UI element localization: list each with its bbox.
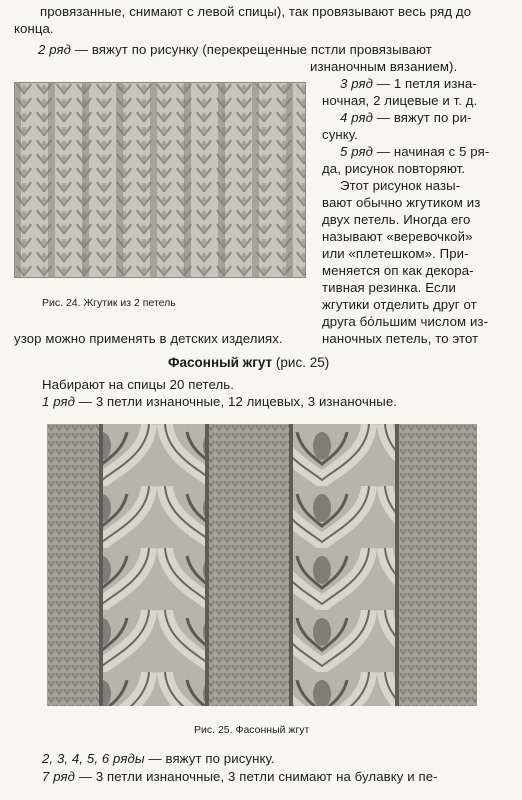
text-line bbox=[340, 144, 489, 160]
row-text: — 1 петля изна- bbox=[373, 76, 477, 91]
row-text: — 3 петли изнаночные, 3 петли снимают на булавку и пе- bbox=[75, 769, 438, 784]
row-text: — начиная с 5 ря- bbox=[373, 144, 490, 159]
section-heading-ref: (рис. 25) bbox=[272, 355, 330, 370]
text-line bbox=[38, 42, 432, 58]
text-line: двух петель. Иногда его bbox=[322, 212, 471, 227]
text-line: узор можно применять в детских изделиях. bbox=[14, 331, 283, 346]
text-line: Набирают на спицы 20 петель. bbox=[42, 377, 235, 392]
text-line: наночных петель, то этот bbox=[322, 331, 479, 346]
text-line: конца. bbox=[14, 21, 54, 36]
text-line: Этот рисунок назы- bbox=[340, 178, 461, 193]
text-line bbox=[42, 769, 438, 785]
text-line: ночная, 2 лицевые и т. д. bbox=[322, 93, 478, 108]
text-line bbox=[340, 76, 477, 92]
row-label: 2 ряд bbox=[38, 42, 72, 57]
text-line bbox=[42, 751, 275, 767]
row-label: 2, 3, 4, 5, 6 ряды bbox=[42, 751, 145, 766]
figure-25-caption: Рис. 25. Фасонный жгут bbox=[194, 724, 310, 736]
text-line: да, рисунок повторяют. bbox=[322, 161, 466, 176]
text-line: или «плетешком». При- bbox=[322, 246, 469, 261]
row-text: — вяжут по ри- bbox=[373, 110, 472, 125]
text-line: провязанные, снимают с левой спицы), так провязывают весь ряд до bbox=[40, 4, 472, 19]
row-label: 7 ряд bbox=[42, 769, 76, 784]
row-text: — вяжут по рисунку (перекрещенные пстли провязывают bbox=[71, 42, 432, 57]
row-label: 5 ряд bbox=[340, 144, 374, 159]
text-line: сунку. bbox=[322, 127, 358, 142]
row-label: 1 ряд bbox=[42, 394, 76, 409]
text-line: тивная резинка. Если bbox=[322, 280, 456, 295]
row-label: 4 ряд bbox=[340, 110, 374, 125]
row-label: 3 ряд bbox=[340, 76, 374, 91]
text-line: меняется оп как декора- bbox=[322, 263, 474, 278]
figure-25-photo bbox=[47, 424, 477, 706]
figure-24-caption: Рис. 24. Жгутик из 2 петель bbox=[42, 297, 176, 309]
row-text: — вяжут по рисунку. bbox=[144, 751, 275, 766]
text-line: изнаночным вязанием). bbox=[310, 59, 458, 74]
text-line: вают обычно жгутиком из bbox=[322, 195, 481, 210]
section-heading bbox=[168, 355, 329, 371]
text-line bbox=[42, 394, 397, 410]
text-line bbox=[340, 110, 472, 126]
section-heading-title: Фасонный жгут bbox=[168, 355, 273, 370]
row-text: — 3 петли изнаночные, 12 лицевых, 3 изнаночные. bbox=[75, 394, 398, 409]
text-line: жгутики отделить друг от bbox=[322, 297, 477, 312]
figure-24-photo bbox=[14, 82, 306, 278]
text-line: друга бо́льшим числом из- bbox=[322, 314, 489, 329]
text-line: называют «веревочкой» bbox=[322, 229, 473, 244]
